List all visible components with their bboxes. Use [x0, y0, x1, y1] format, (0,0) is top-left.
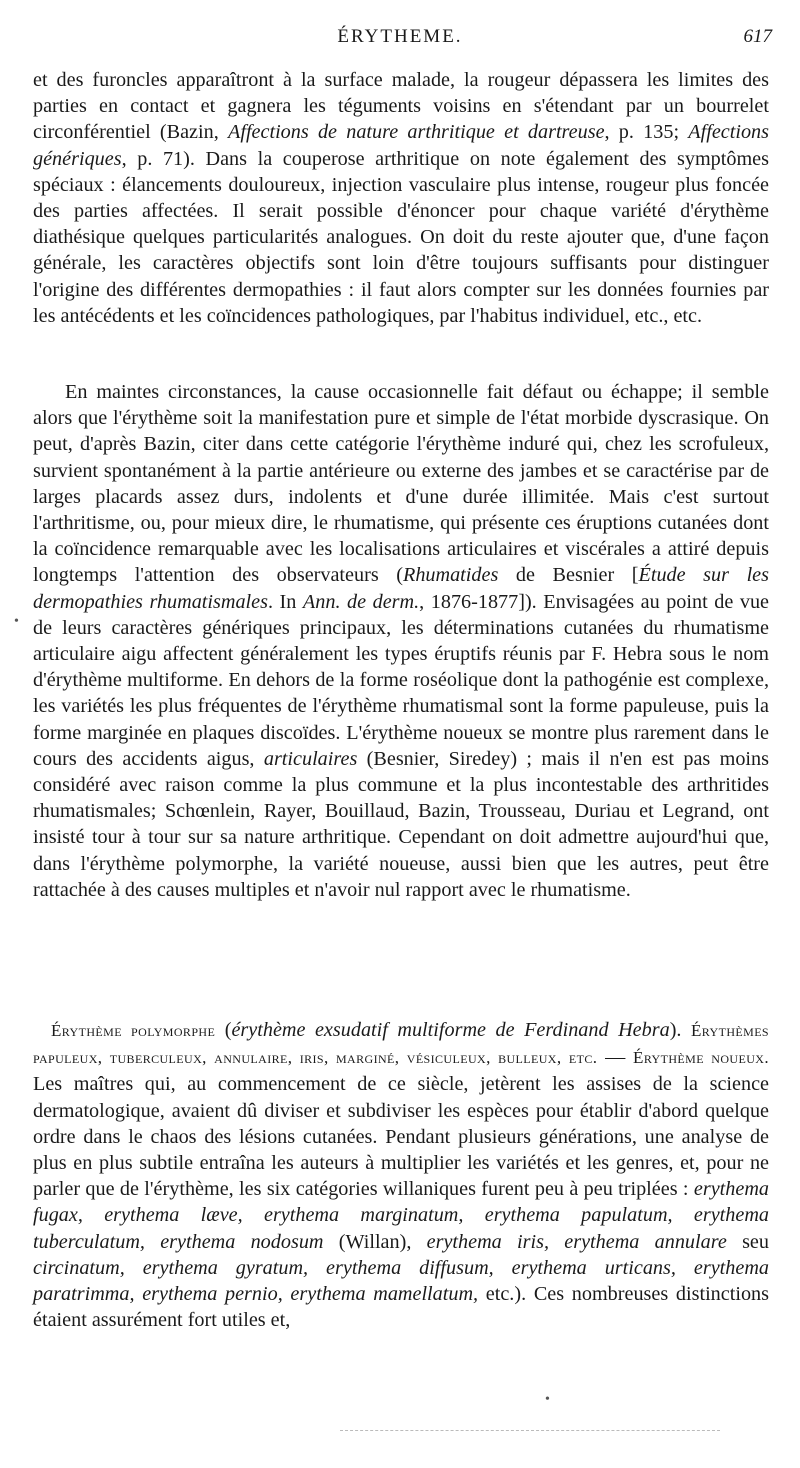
citation-title: Affections génériques	[33, 121, 770, 170]
heading-subtitle: érythème exsudatif multiforme de Ferdinand Hebra	[231, 1019, 670, 1041]
text-run: (Besnier, Siredey) ; mais il n'en est pas moins considéré avec raison comme la plus commune et la plus incontestable des arthritides rhumatismales; Schœnlein, Rayer, Bouillaud, Bazin, Trousseau, Duriau et Legrand, ont insisté tour à tour sur sa nature arthritique. Cependant on doit admettre aujourd'hui que, dans l'érythème polymorphe, la variété noueuse, aussi bien que les autres, peut être rattachée à des causes multiples et n'avoir nul rapport avec le rhumatisme.	[33, 747, 769, 901]
text-run: (	[215, 1019, 232, 1041]
text-run: —	[597, 1046, 634, 1069]
running-header	[0, 26, 800, 50]
text-run: (Willan),	[323, 1230, 427, 1253]
section-erytheme-polymorphe	[33, 1017, 769, 1333]
variety-list: Érythèmes papuleux, tuberculeux, annulaire, iris, marginé, vésiculeux, bulleux, etc.	[33, 1021, 769, 1068]
text-run: et des furoncles apparaîtront à la surface malade, la rougeur dépassera les limites des parties en contact et gagnera les téguments voisins en s'étendant par un bourrelet circonférentiel (Bazin,	[33, 69, 769, 144]
text-run: , p. 135;	[604, 121, 689, 144]
journal-title: Ann. de derm.	[302, 590, 420, 613]
faint-bottom-rule	[340, 1430, 720, 1431]
text-run: , p. 71). Dans la couperose arthritique on note également des symptômes spéciaux : élancements douloureux, injection vasculaire plus intense, rougeur plus foncée des parties affectées. Il serait possible d'énoncer pour chaque variété d'érythème diathésique quelques particularités analogues. On doit du reste ajouter que, d'une façon générale, les caractères objectifs sont loin d'être toujours suffisants pour distinguer l'origine des différentes dermopathies : il faut alors compter sur les données fournies par les antécédents et les coïncidences pathologiques, par l'habitus individuel, etc., etc.	[33, 147, 769, 327]
text-run: . In	[267, 590, 303, 613]
print-speck: •	[545, 1392, 550, 1407]
latin-terms: erythema fugax, erythema læve, erythema marginatum, erythema papulatum, erythema tuberculatum, erythema nodosum	[33, 1178, 769, 1253]
paragraph-furoncles	[33, 67, 769, 329]
text-run: En maintes circonstances, la cause occasionnelle fait défaut ou échappe; il semble alors que l'érythème soit la manifestation pure et simple de l'état morbide dyscrasique. On peut, d'après Bazin, citer dans cette catégorie l'érythème induré qui, chez les scrofuleux, survient spontanément à la partie antérieure ou externe des jambes et se caractérise par de larges placards assez durs, indolents et d'une durée illimitée. Mais c'est surtout l'arthritisme, ou, pour mieux dire, le rhumatisme, qui présente ces éruptions cutanées dont la coïncidence remarquable avec les localisations articulaires et viscérales a attiré depuis longtemps l'attention des observateurs (	[33, 381, 769, 587]
text-run: etc.). Ces nombreuses distinctions étaient assurément fort utiles et,	[33, 1283, 769, 1332]
text-run: , 1876-1877]). Envisagées au point de vue de leurs caractères génériques principaux, les déterminations cutanées du rhumatisme articulaire aigu affectent généralement les types éruptifs réunis par F. Hebra sous le nom d'érythème multiforme. En dehors de la forme roséolique dont la pathogénie est complexe, les variétés les plus fréquentes de l'érythème rhumatismal sont la forme papuleuse, puis la forme marginée en plaques discoïdes. L'érythème noueux se montre plus rarement dans le cours des accidents aigus,	[33, 590, 769, 770]
variety-noueux: Érythème noueux.	[633, 1048, 769, 1068]
section-heading: Érythème polymorphe	[51, 1021, 216, 1040]
latin-terms: circinatum, erythema gyratum, erythema diffusum, erythema urticans, erythema paratrimma, erythema pernio, erythema mamellatum,	[33, 1256, 769, 1306]
latin-terms: erythema iris, erythema annulare	[426, 1230, 727, 1253]
text-run: seu	[726, 1230, 769, 1253]
citation-title: Affections de nature arthritique et dartreuse	[228, 121, 605, 144]
emphasis: articulaires	[263, 747, 358, 770]
citation-title: Rhumatides	[402, 564, 499, 587]
paragraph-cause-occasionnelle	[33, 379, 769, 903]
citation-title: Étude sur les dermopathies rhumatismales	[33, 564, 769, 613]
margin-mark: •	[14, 614, 19, 629]
text-run: de Besnier [	[498, 564, 639, 587]
running-title: ÉRYTHEME.	[337, 26, 463, 47]
text-run: Les maîtres qui, au commencement de ce siècle, jetèrent les assises de la science dermatologique, avaient dû diviser et subdiviser les espèces pour établir d'abord quelque ordre dans le chaos des lésions cutanées. Pendant plusieurs générations, une analyse de plus en plus subtile entraîna les auteurs à multiplier les variétés et les genres, et, pour ne parler que de l'érythème, les six catégories willaniques furent peu à peu triplées :	[33, 1073, 769, 1201]
page-number: 617	[743, 26, 772, 47]
text-run: ).	[669, 1019, 691, 1041]
